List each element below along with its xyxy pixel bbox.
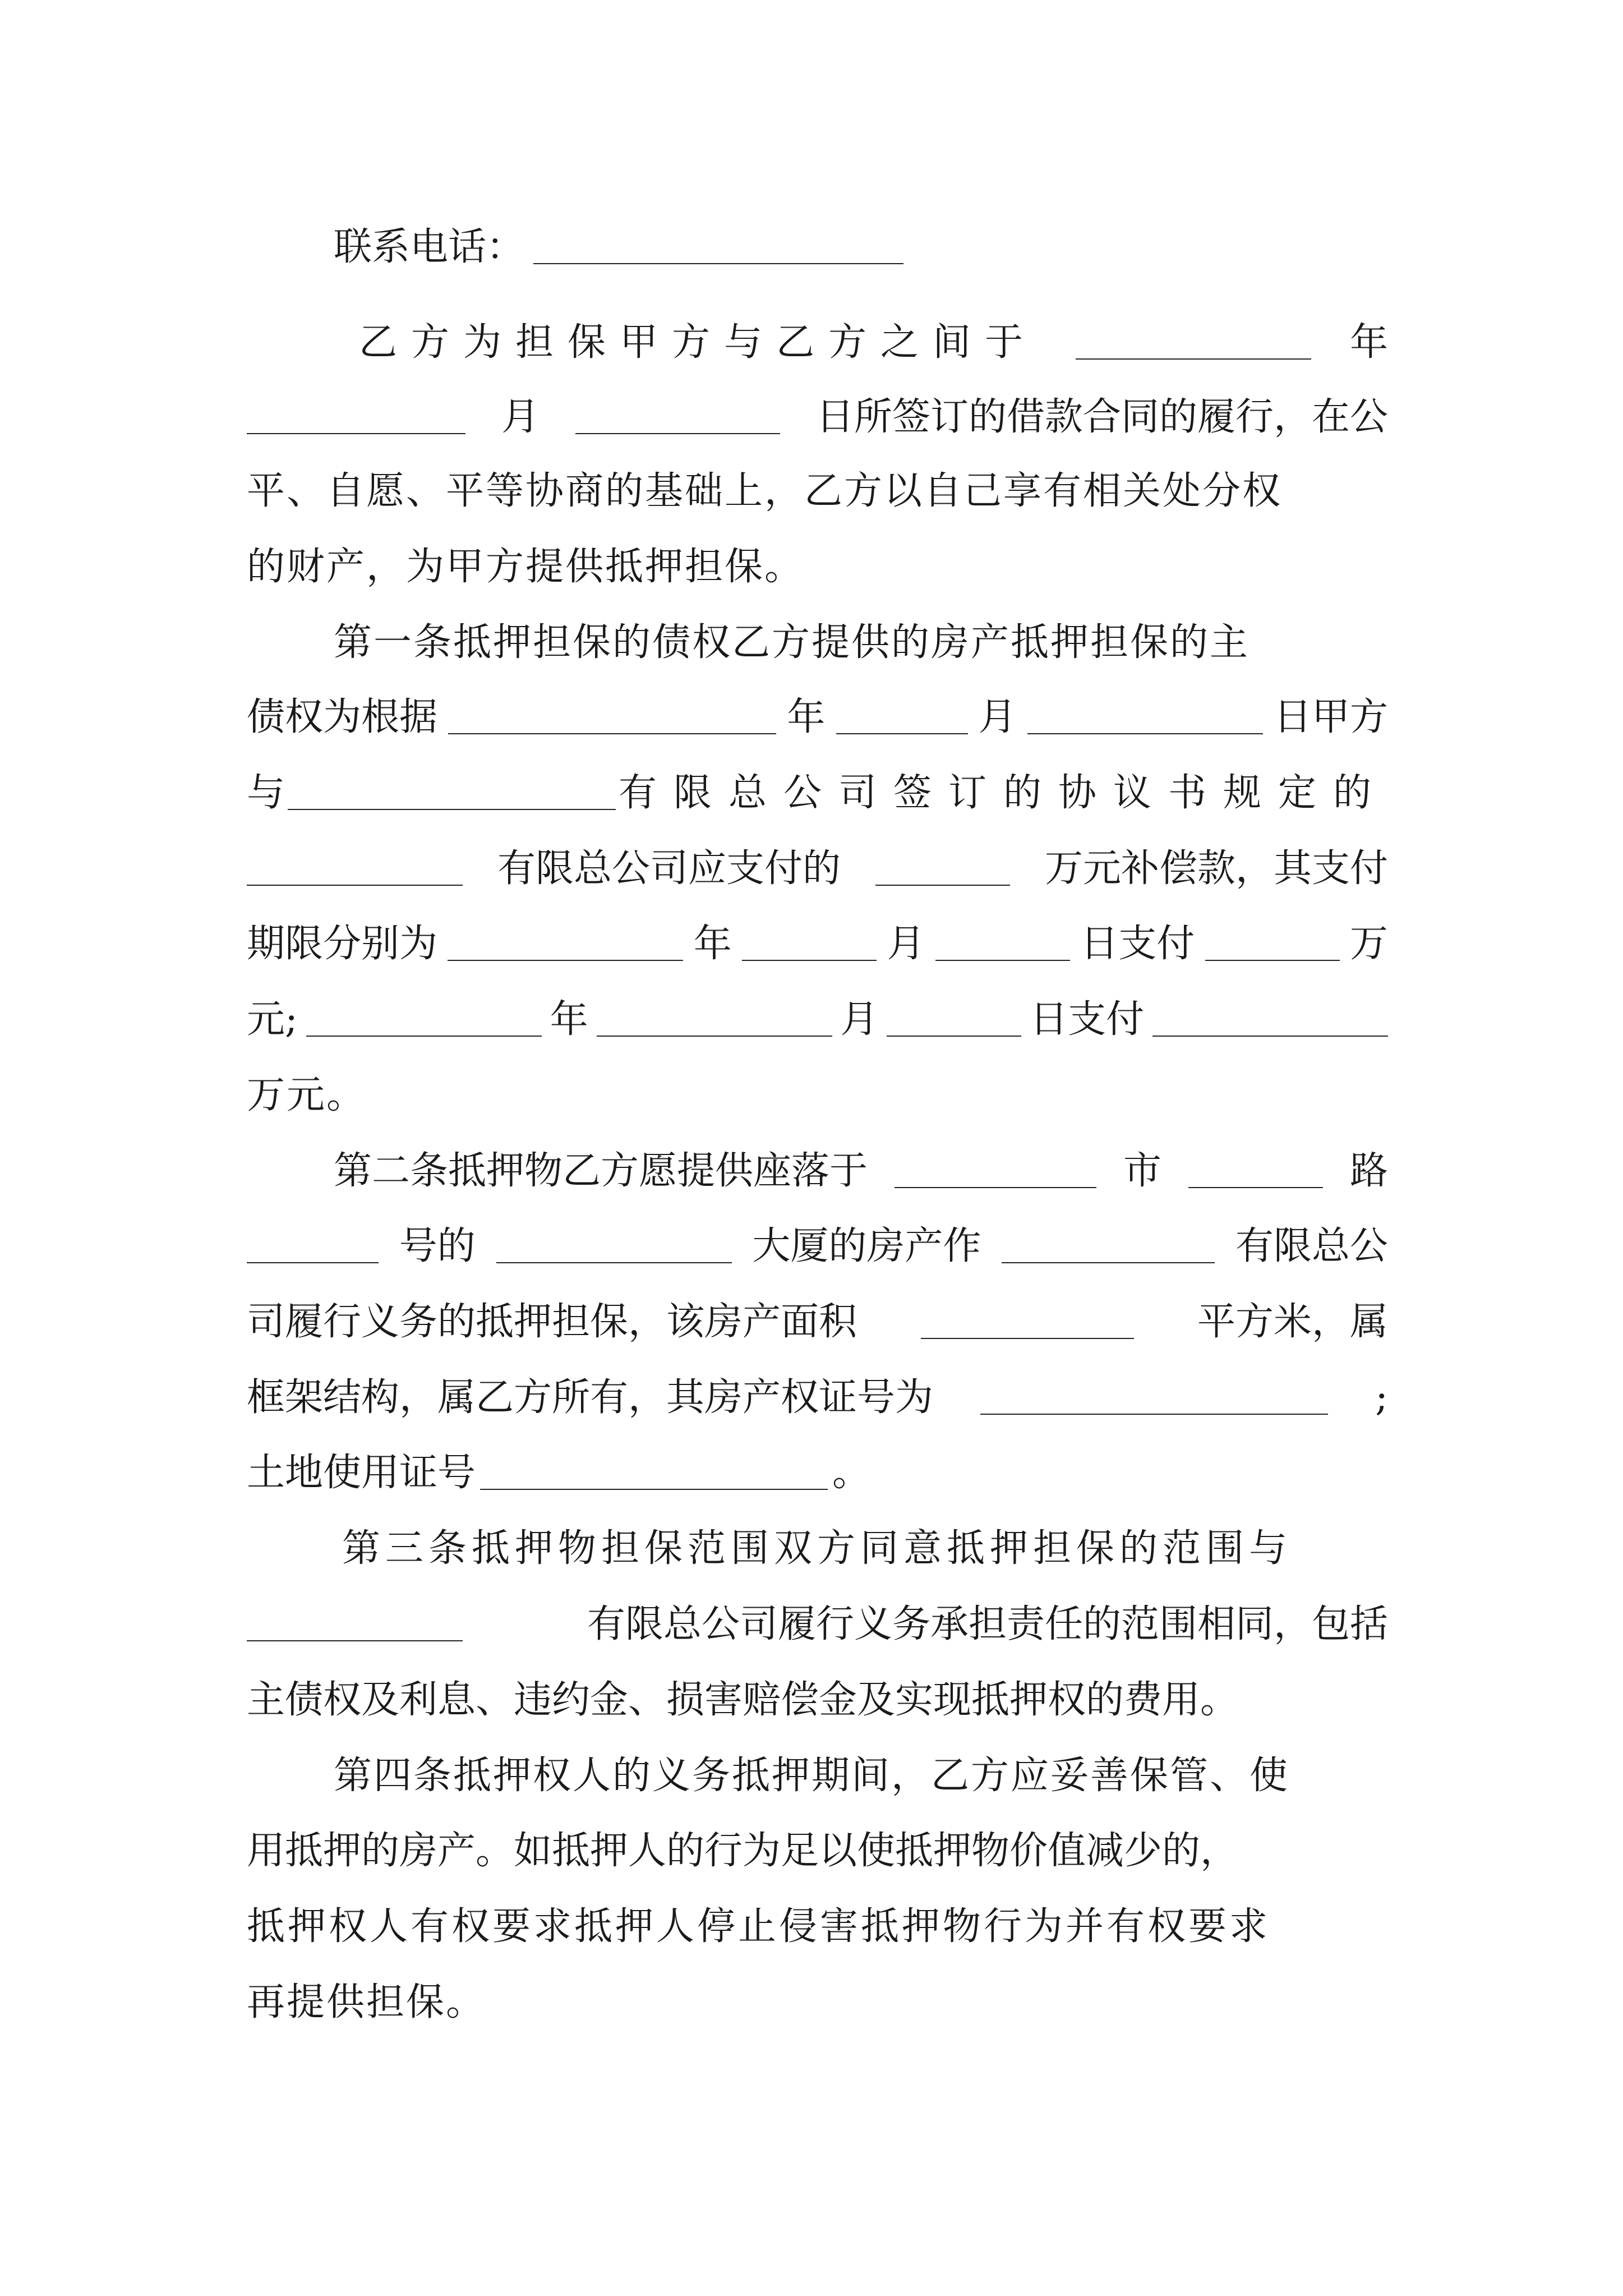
- article2-line-4: [247, 1355, 1388, 1420]
- article2-text: 大厦的房产作: [752, 1224, 981, 1268]
- article4-text: 用抵押的房产。如抵押人的行为足以使抵押物价值减少的，: [247, 1829, 1239, 1873]
- contract-day-field[interactable]: [575, 432, 780, 434]
- article3-text: 主债权及利息、违约金、损害赔偿金及实现抵押权的费用。: [247, 1678, 1239, 1722]
- article1-text: 有限总公司应支付的: [497, 846, 841, 891]
- contract-month-prefix-field[interactable]: [247, 432, 465, 434]
- article4-line-3: [247, 1884, 1388, 1949]
- intro-line-1: [359, 300, 1388, 365]
- article1-line-5: [247, 901, 1388, 966]
- agreement-day-field[interactable]: [1027, 733, 1263, 734]
- property-area-field[interactable]: [921, 1337, 1134, 1339]
- article2-text: 市: [1123, 1149, 1161, 1193]
- intro-text: 平、自愿、平等协商的基础上，乙方以自己享有相关处分权: [247, 469, 1283, 513]
- article1-text: 年: [550, 997, 588, 1042]
- property-city-field[interactable]: [1188, 1186, 1323, 1188]
- payment2-amount-field[interactable]: [1152, 1035, 1388, 1037]
- property-certificate-field[interactable]: [980, 1413, 1328, 1415]
- article1-line-2: [247, 675, 1388, 737]
- article1-line-7: [247, 1053, 1388, 1115]
- article1-text: 元;: [247, 997, 298, 1042]
- article1-text: 日甲方: [1273, 695, 1388, 739]
- article1-line-3: [247, 751, 1388, 815]
- obligor-company-field[interactable]: [247, 1640, 463, 1641]
- article2-text: 路: [1349, 1149, 1388, 1193]
- article2-text: 号的: [399, 1224, 476, 1268]
- article1-text: 日支付: [1030, 997, 1145, 1042]
- intro-line-2: [247, 375, 1388, 439]
- intro-text: 乙方为担保甲方与乙方之间于: [359, 320, 1038, 365]
- article2-text: 框架结构，属乙方所有，其房产权证号为: [247, 1375, 934, 1420]
- article4-line-1: [334, 1733, 1388, 1798]
- article2-text: 司履行义务的抵押担保，该房产面积: [247, 1300, 857, 1344]
- intro-line-3: [247, 449, 1388, 513]
- article2-line-3: [247, 1280, 1388, 1344]
- agreement-year-field[interactable]: [448, 733, 776, 734]
- article4-text: 再提供担保。: [247, 1980, 486, 2024]
- article1-text: 万: [1349, 922, 1388, 966]
- article2-text: 有限总公: [1235, 1224, 1388, 1268]
- article1-text: 与: [247, 771, 285, 815]
- article1-line-1: [334, 600, 1388, 665]
- article4-text: 抵押权人有权要求抵押人停止侵害抵押物行为并有权要求: [247, 1904, 1271, 1949]
- payment1-amount-field[interactable]: [1205, 959, 1340, 961]
- article1-text: 万元补偿款，其支付: [1044, 846, 1388, 891]
- article2-text: 平方米，属: [1197, 1300, 1388, 1344]
- property-number-field[interactable]: [496, 1262, 732, 1263]
- article3-line-3: [247, 1658, 1394, 1722]
- intro-line-4: [247, 524, 1388, 589]
- article1-line-6: [247, 977, 1388, 1042]
- article1-text: 月: [840, 997, 879, 1042]
- article3-line-2: [247, 1582, 1388, 1644]
- article4-line-4: [247, 1960, 1388, 2022]
- article1-text: 日支付: [1080, 922, 1195, 966]
- article1-text: 期限分别为: [247, 922, 438, 966]
- article1-text: 万元。: [247, 1073, 367, 1117]
- payment2-year-field[interactable]: [306, 1035, 542, 1037]
- article1-text: 年: [693, 922, 732, 966]
- property-road-field[interactable]: [247, 1262, 379, 1263]
- article4-line-2: [247, 1809, 1394, 1873]
- payer-company-field[interactable]: [247, 884, 463, 886]
- article3-text: 第三条抵押物担保范围双方同意抵押担保的范围与: [342, 1526, 1293, 1571]
- article2-line-1: [334, 1129, 1388, 1193]
- article1-text: 有限总公司签订的协议书规定的: [618, 771, 1388, 815]
- article1-text: 月: [978, 695, 1017, 739]
- intro-text: 年: [1349, 320, 1388, 365]
- article2-text: ;: [1375, 1375, 1388, 1420]
- property-location-field[interactable]: [895, 1186, 1096, 1188]
- contact-phone-field[interactable]: [533, 263, 903, 264]
- payment1-month-field[interactable]: [742, 959, 877, 961]
- article2-text: 土地使用证号: [247, 1451, 476, 1495]
- article2-text: 第二条抵押物乙方愿提供座落于: [334, 1149, 868, 1193]
- contract-year-field[interactable]: [1076, 358, 1311, 360]
- contact-line: [334, 205, 928, 269]
- payment2-day-field[interactable]: [887, 1035, 1021, 1037]
- article1-text: 债权为根据: [247, 695, 438, 739]
- article1-text: 月: [887, 922, 925, 966]
- agreement-month-field[interactable]: [836, 733, 968, 734]
- compensation-amount-field[interactable]: [875, 884, 1010, 886]
- article2-text: 。: [832, 1451, 871, 1495]
- article2-line-5: [247, 1430, 976, 1495]
- article1-text: 年: [787, 695, 826, 739]
- payment2-month-field[interactable]: [597, 1035, 832, 1037]
- land-certificate-field[interactable]: [480, 1488, 828, 1490]
- article3-line-1: [342, 1506, 1388, 1571]
- intro-text: 的财产，为甲方提供抵押担保。: [247, 545, 805, 589]
- company-name-field[interactable]: [288, 808, 616, 810]
- intro-text: 月: [501, 395, 540, 439]
- article1-text: 第一条抵押担保的债权乙方提供的房产抵押担保的主: [334, 620, 1250, 665]
- building-name-field[interactable]: [1002, 1262, 1215, 1263]
- intro-text: 日所签订的借款合同的履行，在公: [815, 395, 1388, 439]
- article1-line-4: [247, 826, 1388, 891]
- article3-text: 有限总公司履行义务承担责任的范围相同，包括: [587, 1602, 1388, 1646]
- payment1-day-field[interactable]: [935, 959, 1070, 961]
- contact-label: 联系电话：: [334, 225, 525, 269]
- article4-text: 第四条抵押权人的义务抵押期间，乙方应妥善保管、使: [334, 1754, 1290, 1798]
- article2-line-2: [247, 1204, 1388, 1266]
- payment1-year-field[interactable]: [448, 959, 683, 961]
